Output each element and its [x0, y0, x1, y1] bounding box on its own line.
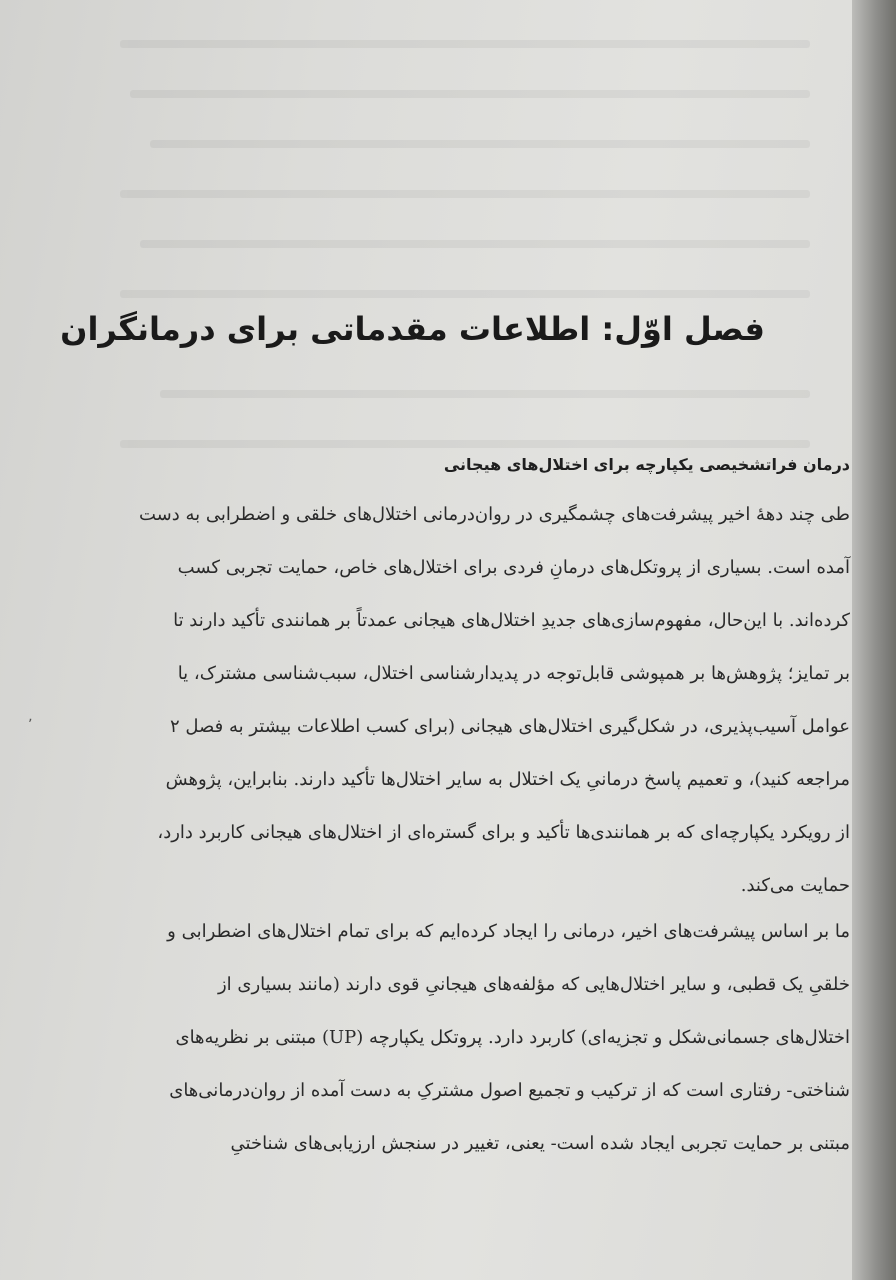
paragraph-line: شناختی- رفتاری است که از ترکیب و تجمیع اصول مشترکِ به دست آمده از روان‌درمانی‌های — [169, 1080, 850, 1101]
paragraph-line: ما بر اساس پیشرفت‌های اخیر، درمانی را ایجاد کرده‌ایم که برای تمام اختلال‌های اضطرابی و — [167, 921, 850, 942]
margin-mark: ٬ — [28, 717, 33, 733]
paragraph-line: از رویکرد یکپارچه‌ای که بر همانندی‌ها تأکید و برای گستره‌ای از اختلال‌های هیجانی کاربرد دارد، — [157, 822, 850, 843]
paragraph-line: مراجعه کنید)، و تعمیم پاسخ درمانیِ یک اختلال به سایر اختلال‌ها تأکید دارند. بنابراین، پژوهش — [165, 769, 850, 790]
paragraph-line: مبتنی بر حمایت تجربی ایجاد شده است- یعنی، تغییر در سنجش ارزیابی‌های شناختیِ — [230, 1133, 850, 1154]
paragraph-line: کرده‌اند. با این‌حال، مفهوم‌سازی‌های جدیدِ اختلال‌های هیجانی عمدتاً بر همانندی تأکید دارند تا — [173, 610, 850, 631]
section-title: درمان فراتشخیصی یکپارچه برای اختلال‌های هیجانی — [443, 455, 850, 474]
paragraph-line: طی چند دههٔ اخیر پیشرفت‌های چشمگیری در روان‌درمانی اختلال‌های خلقی و اضطرابی به دست — [138, 504, 850, 525]
paragraph-line: بر تمایز؛ پژوهش‌ها بر همپوشی قابل‌توجه در پدیدارشناسی اختلال، سبب‌شناسی مشترک، یا — [177, 663, 850, 684]
paragraph-2 — [20, 905, 850, 1170]
paragraph-line: خلقیِ یک قطبی، و سایر اختلال‌هایی که مؤلفه‌های هیجانیِ قوی دارند (مانند بسیاری از — [217, 974, 850, 995]
paragraph-line: آمده است. بسیاری از پروتکل‌های درمانِ فردی برای اختلال‌های خاص، حمایت تجربی کسب — [177, 557, 850, 578]
paragraph-line: اختلال‌های جسمانی‌شکل و تجزیه‌ای) کاربرد دارد. پروتکل یکپارچه (UP) مبتنی بر نظریه‌های — [175, 1027, 850, 1048]
paragraph-line: حمایت می‌کند. — [740, 875, 850, 896]
page-edge-shadow — [852, 0, 896, 1280]
chapter-title: فصل اوّل: اطلاعات مقدماتی برای درمانگران — [60, 310, 765, 348]
paragraph-1 — [20, 488, 850, 912]
paragraph-line: عوامل آسیب‌پذیری، در شکل‌گیری اختلال‌های هیجانی (برای کسب اطلاعات بیشتر به فصل ۲ — [170, 716, 850, 737]
